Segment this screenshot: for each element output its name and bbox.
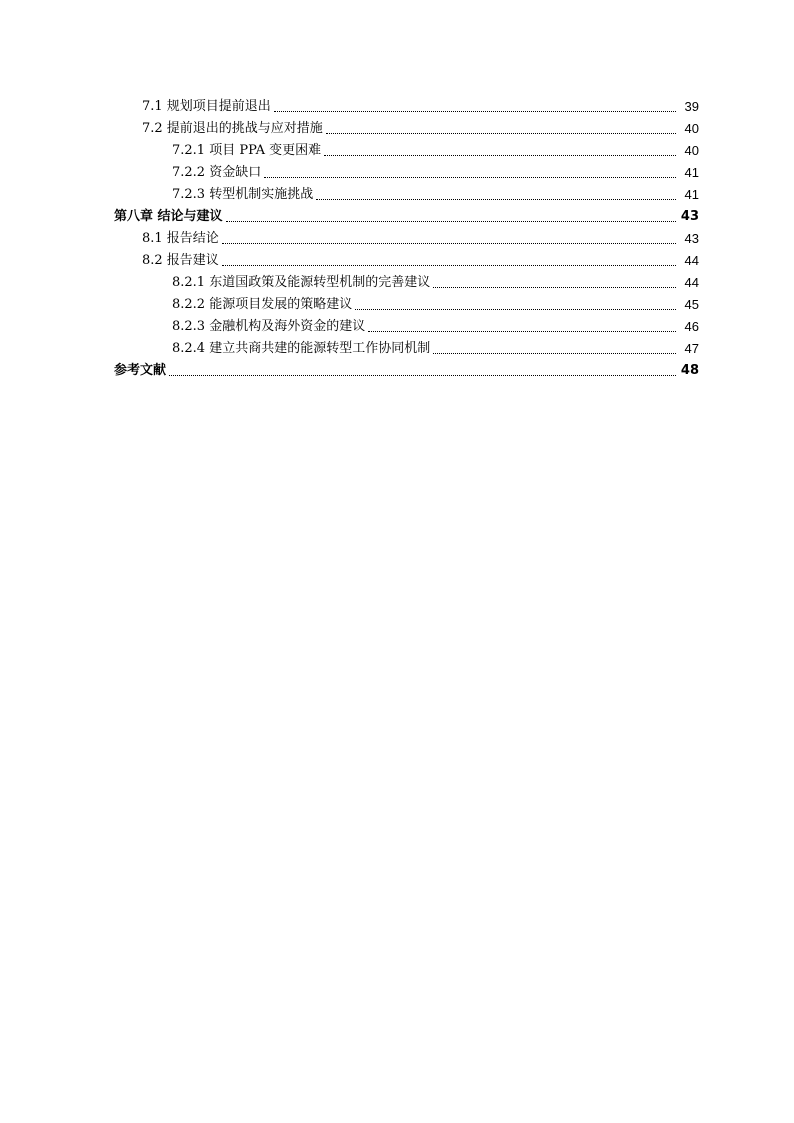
toc-page-number: 40 bbox=[684, 121, 699, 136]
toc-leader-dots bbox=[433, 286, 676, 288]
toc-entry-7-2-3[interactable] bbox=[0, 181, 794, 203]
toc-leader-dots bbox=[169, 374, 676, 376]
toc-leader-dots bbox=[316, 198, 676, 200]
toc-chapter-label: 第八章 结论与建议 bbox=[114, 209, 223, 224]
toc-entry-label: 8.2.1 东道国政策及能源转型机制的完善建议 bbox=[172, 275, 431, 290]
toc-leader-dots bbox=[222, 242, 676, 244]
toc-leader-dots bbox=[324, 154, 676, 156]
toc-page-number: 41 bbox=[684, 187, 699, 202]
toc-entry-label: 7.2.1 项目 PPA 变更困难 bbox=[172, 143, 322, 158]
toc-leader-dots bbox=[326, 132, 676, 134]
toc-entry-label: 8.2.3 金融机构及海外资金的建议 bbox=[172, 319, 366, 334]
toc-entry-8-2-3[interactable] bbox=[0, 313, 794, 335]
toc-entry-label: 8.2 报告建议 bbox=[142, 253, 219, 268]
toc-entry-7-2[interactable] bbox=[0, 115, 794, 137]
toc-entry-label: 7.1 规划项目提前退出 bbox=[142, 99, 271, 114]
toc-page-number: 43 bbox=[684, 231, 699, 246]
toc-page-number: 47 bbox=[684, 341, 699, 356]
toc-entry-8-2-4[interactable] bbox=[0, 335, 794, 357]
toc-chapter-label: 参考文献 bbox=[114, 363, 167, 378]
toc-page-number: 43 bbox=[680, 209, 699, 224]
toc-leader-dots bbox=[222, 264, 676, 266]
toc-entry-label: 8.1 报告结论 bbox=[142, 231, 219, 246]
toc-page-number: 44 bbox=[684, 275, 699, 290]
toc-page-number: 39 bbox=[684, 99, 699, 114]
toc-page-number: 44 bbox=[684, 253, 699, 268]
toc-entry-8-2[interactable] bbox=[0, 247, 794, 269]
toc-entry-chapter-8[interactable] bbox=[0, 203, 794, 225]
table-of-contents bbox=[0, 93, 794, 379]
toc-entry-7-1[interactable] bbox=[0, 93, 794, 115]
toc-entry-8-2-1[interactable] bbox=[0, 269, 794, 291]
toc-leader-dots bbox=[274, 110, 676, 112]
toc-entry-7-2-2[interactable] bbox=[0, 159, 794, 181]
toc-page-number: 48 bbox=[680, 363, 699, 378]
toc-leader-dots bbox=[355, 308, 676, 310]
toc-entry-8-2-2[interactable] bbox=[0, 291, 794, 313]
toc-entry-8-1[interactable] bbox=[0, 225, 794, 247]
toc-leader-dots bbox=[368, 330, 676, 332]
toc-page-number: 45 bbox=[684, 297, 699, 312]
toc-entry-label: 7.2.3 转型机制实施挑战 bbox=[172, 187, 314, 202]
toc-leader-dots bbox=[226, 220, 676, 222]
toc-leader-dots bbox=[433, 352, 676, 354]
toc-entry-label: 8.2.2 能源项目发展的策略建议 bbox=[172, 297, 353, 312]
toc-entry-references[interactable] bbox=[0, 357, 794, 379]
toc-entry-label: 8.2.4 建立共商共建的能源转型工作协同机制 bbox=[172, 341, 431, 356]
toc-leader-dots bbox=[264, 176, 676, 178]
toc-entry-label: 7.2.2 资金缺口 bbox=[172, 165, 262, 180]
toc-page-number: 46 bbox=[684, 319, 699, 334]
toc-entry-label: 7.2 提前退出的挑战与应对措施 bbox=[142, 121, 323, 136]
toc-page-number: 41 bbox=[684, 165, 699, 180]
toc-page-number: 40 bbox=[684, 143, 699, 158]
toc-entry-7-2-1[interactable] bbox=[0, 137, 794, 159]
